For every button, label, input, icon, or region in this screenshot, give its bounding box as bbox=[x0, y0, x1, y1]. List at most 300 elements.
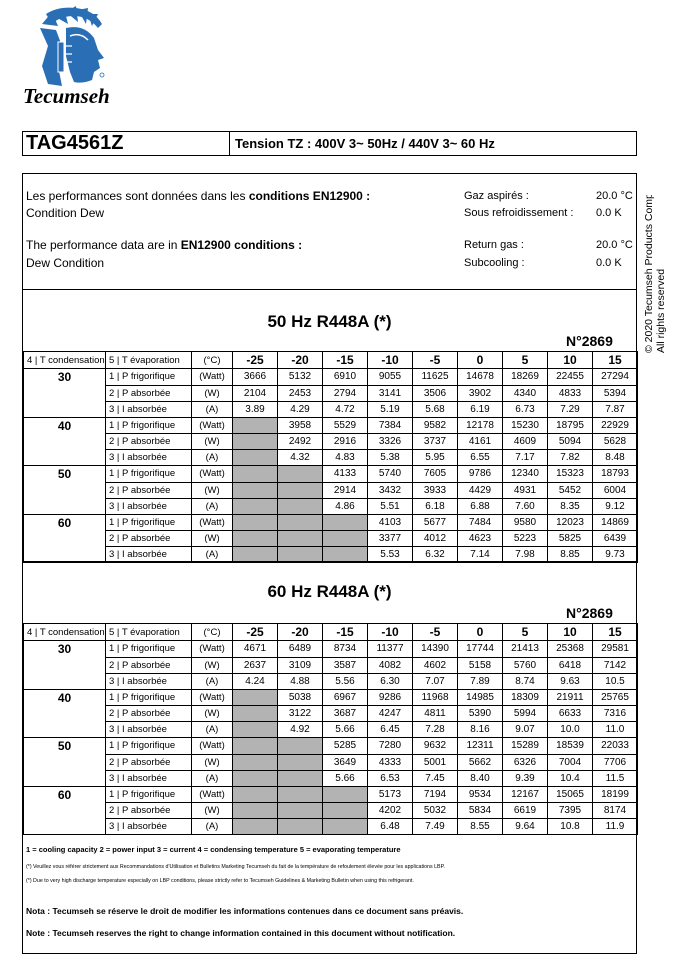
row-label: 2 | P absorbée bbox=[106, 531, 192, 547]
value-cell: 4931 bbox=[503, 482, 548, 498]
value-cell: 6.53 bbox=[368, 770, 413, 786]
empty-cell bbox=[233, 689, 278, 706]
value-cell: 9.73 bbox=[593, 547, 638, 563]
empty-cell bbox=[233, 706, 278, 722]
header-unit: (°C) bbox=[192, 352, 233, 369]
value-cell: 6633 bbox=[548, 706, 593, 722]
value-cell: 4.83 bbox=[323, 450, 368, 466]
table-row bbox=[24, 417, 638, 434]
section-50hz-title: 50 Hz R448A (*) bbox=[267, 312, 392, 331]
cond-temp-cell bbox=[24, 722, 106, 738]
value-cell: 3506 bbox=[413, 385, 458, 401]
value-cell: 29581 bbox=[593, 641, 638, 658]
value-cell: 12023 bbox=[548, 514, 593, 531]
value-cell: 6.48 bbox=[368, 819, 413, 835]
value-cell: 9.07 bbox=[503, 722, 548, 738]
value-cell: 5132 bbox=[278, 369, 323, 386]
row-label: 1 | P frigorifique bbox=[106, 641, 192, 658]
value-cell: 4.72 bbox=[323, 401, 368, 417]
table-row bbox=[24, 754, 638, 770]
value-cell: 2916 bbox=[323, 434, 368, 450]
table-row bbox=[24, 531, 638, 547]
value-cell: 27294 bbox=[593, 369, 638, 386]
row-unit: (Watt) bbox=[192, 514, 233, 531]
table-row bbox=[24, 450, 638, 466]
value-cell: 5.56 bbox=[323, 673, 368, 689]
value-cell: 4161 bbox=[458, 434, 503, 450]
value-cell: 9582 bbox=[413, 417, 458, 434]
value-cell: 6.45 bbox=[368, 722, 413, 738]
value-cell: 25368 bbox=[548, 641, 593, 658]
value-cell: 6910 bbox=[323, 369, 368, 386]
empty-cell bbox=[233, 819, 278, 835]
value-cell: 22455 bbox=[548, 369, 593, 386]
row-label: 3 | I absorbée bbox=[106, 770, 192, 786]
subcool-label: Subcooling : bbox=[464, 257, 525, 269]
row-unit: (W) bbox=[192, 803, 233, 819]
row-unit: (W) bbox=[192, 385, 233, 401]
nota-en: Note : Tecumseh reserves the right to change information contained in this document without notification. bbox=[26, 928, 456, 938]
value-cell: 5158 bbox=[458, 657, 503, 673]
value-cell: 4012 bbox=[413, 531, 458, 547]
value-cell: 4811 bbox=[413, 706, 458, 722]
footnote-en: (*) Due to very high discharge temperature especially on LBP conditions, please strictly refer to Tecumseh Guidelines & Marketing Bulletin when using this refrigerant. bbox=[26, 878, 414, 884]
value-cell: 6.88 bbox=[458, 498, 503, 514]
row-unit: (W) bbox=[192, 706, 233, 722]
value-cell: 3432 bbox=[368, 482, 413, 498]
value-cell: 12167 bbox=[503, 786, 548, 803]
row-label: 3 | I absorbée bbox=[106, 819, 192, 835]
value-cell: 2637 bbox=[233, 657, 278, 673]
row-unit: (Watt) bbox=[192, 689, 233, 706]
empty-cell bbox=[278, 482, 323, 498]
header-temp: 0 bbox=[458, 352, 503, 369]
empty-cell bbox=[233, 514, 278, 531]
model-separator bbox=[229, 131, 230, 156]
empty-cell bbox=[233, 531, 278, 547]
value-cell: 8.35 bbox=[548, 498, 593, 514]
value-cell: 5.66 bbox=[323, 722, 368, 738]
header-evap-label: 5 | T évaporation bbox=[106, 352, 192, 369]
header-temp: -25 bbox=[233, 352, 278, 369]
empty-cell bbox=[323, 514, 368, 531]
table-row bbox=[24, 803, 638, 819]
value-cell: 11625 bbox=[413, 369, 458, 386]
value-cell: 3933 bbox=[413, 482, 458, 498]
cond-temp-cell: 50 bbox=[24, 466, 106, 483]
value-cell: 4133 bbox=[323, 466, 368, 483]
nota-fr: Nota : Tecumseh se réserve le droit de modifier les informations contenues dans ce document sans préavis. bbox=[26, 906, 464, 916]
value-cell: 11968 bbox=[413, 689, 458, 706]
header-temp: 10 bbox=[548, 624, 593, 641]
empty-cell bbox=[278, 754, 323, 770]
value-cell: 15230 bbox=[503, 417, 548, 434]
empty-cell bbox=[278, 803, 323, 819]
value-cell: 12340 bbox=[503, 466, 548, 483]
cond-temp-cell bbox=[24, 498, 106, 514]
row-label: 2 | P absorbée bbox=[106, 434, 192, 450]
value-cell: 8.40 bbox=[458, 770, 503, 786]
conditions-en-bold: EN12900 conditions : bbox=[180, 238, 303, 252]
empty-cell bbox=[323, 803, 368, 819]
value-cell: 5452 bbox=[548, 482, 593, 498]
value-cell: 7.45 bbox=[413, 770, 458, 786]
row-label: 2 | P absorbée bbox=[106, 706, 192, 722]
model-tension: Tension TZ : 400V 3~ 50Hz / 440V 3~ 60 Hz bbox=[235, 136, 495, 151]
value-cell: 3377 bbox=[368, 531, 413, 547]
row-unit: (W) bbox=[192, 531, 233, 547]
section-50hz-number: N°2869 bbox=[566, 333, 613, 349]
row-unit: (A) bbox=[192, 547, 233, 563]
cond-temp-cell bbox=[24, 434, 106, 450]
value-cell: 14390 bbox=[413, 641, 458, 658]
row-unit: (W) bbox=[192, 754, 233, 770]
row-label: 1 | P frigorifique bbox=[106, 369, 192, 386]
value-cell: 2492 bbox=[278, 434, 323, 450]
header-temp: -20 bbox=[278, 352, 323, 369]
value-cell: 5.19 bbox=[368, 401, 413, 417]
value-cell: 9786 bbox=[458, 466, 503, 483]
value-cell: 21413 bbox=[503, 641, 548, 658]
value-cell: 7.28 bbox=[413, 722, 458, 738]
value-cell: 8.85 bbox=[548, 547, 593, 563]
value-cell: 5.66 bbox=[323, 770, 368, 786]
value-cell: 5.95 bbox=[413, 450, 458, 466]
value-cell: 3649 bbox=[323, 754, 368, 770]
row-unit: (Watt) bbox=[192, 738, 233, 755]
value-cell: 6418 bbox=[548, 657, 593, 673]
row-label: 3 | I absorbée bbox=[106, 547, 192, 563]
row-label: 3 | I absorbée bbox=[106, 673, 192, 689]
row-unit: (W) bbox=[192, 657, 233, 673]
header-temp: 0 bbox=[458, 624, 503, 641]
value-cell: 5.53 bbox=[368, 547, 413, 563]
return-label: Return gas : bbox=[464, 239, 524, 251]
value-cell: 4202 bbox=[368, 803, 413, 819]
row-label: 1 | P frigorifique bbox=[106, 417, 192, 434]
value-cell: 4103 bbox=[368, 514, 413, 531]
divider bbox=[22, 561, 637, 562]
cond-temp-cell: 40 bbox=[24, 689, 106, 706]
value-cell: 4.92 bbox=[278, 722, 323, 738]
value-cell: 4.32 bbox=[278, 450, 323, 466]
cond-temp-cell bbox=[24, 706, 106, 722]
value-cell: 3141 bbox=[368, 385, 413, 401]
table-row bbox=[24, 673, 638, 689]
sous-value: 0.0 K bbox=[596, 207, 622, 219]
value-cell: 6.18 bbox=[413, 498, 458, 514]
value-cell: 10.4 bbox=[548, 770, 593, 786]
value-cell: 7.49 bbox=[413, 819, 458, 835]
cond-temp-cell bbox=[24, 673, 106, 689]
header-temp: -15 bbox=[323, 624, 368, 641]
value-cell: 4429 bbox=[458, 482, 503, 498]
value-cell: 5994 bbox=[503, 706, 548, 722]
value-cell: 8.48 bbox=[593, 450, 638, 466]
table-row bbox=[24, 401, 638, 417]
row-label: 1 | P frigorifique bbox=[106, 689, 192, 706]
value-cell: 8.74 bbox=[503, 673, 548, 689]
value-cell: 7.89 bbox=[458, 673, 503, 689]
value-cell: 9.64 bbox=[503, 819, 548, 835]
value-cell: 3109 bbox=[278, 657, 323, 673]
value-cell: 3687 bbox=[323, 706, 368, 722]
value-cell: 7.07 bbox=[413, 673, 458, 689]
value-cell: 7.29 bbox=[548, 401, 593, 417]
value-cell: 6.19 bbox=[458, 401, 503, 417]
empty-cell bbox=[278, 514, 323, 531]
value-cell: 9534 bbox=[458, 786, 503, 803]
empty-cell bbox=[233, 466, 278, 483]
table-row bbox=[24, 657, 638, 673]
header-temp: -25 bbox=[233, 624, 278, 641]
row-unit: (W) bbox=[192, 482, 233, 498]
value-cell: 11.0 bbox=[593, 722, 638, 738]
copyright-line-1: © 2020 Tecumseh Products Company bbox=[643, 195, 655, 353]
row-unit: (Watt) bbox=[192, 417, 233, 434]
value-cell: 3587 bbox=[323, 657, 368, 673]
value-cell: 3.89 bbox=[233, 401, 278, 417]
value-cell: 9.39 bbox=[503, 770, 548, 786]
row-label: 2 | P absorbée bbox=[106, 657, 192, 673]
section-60hz-number: N°2869 bbox=[566, 605, 613, 621]
value-cell: 4609 bbox=[503, 434, 548, 450]
value-cell: 14869 bbox=[593, 514, 638, 531]
value-cell: 5.38 bbox=[368, 450, 413, 466]
header-temp: -5 bbox=[413, 624, 458, 641]
row-label: 2 | P absorbée bbox=[106, 754, 192, 770]
row-unit: (Watt) bbox=[192, 641, 233, 658]
value-cell: 2914 bbox=[323, 482, 368, 498]
value-cell: 15289 bbox=[503, 738, 548, 755]
value-cell: 5834 bbox=[458, 803, 503, 819]
empty-cell bbox=[233, 482, 278, 498]
cond-temp-cell bbox=[24, 754, 106, 770]
value-cell: 4833 bbox=[548, 385, 593, 401]
cond-temp-cell bbox=[24, 482, 106, 498]
header-temp: 5 bbox=[503, 624, 548, 641]
value-cell: 8.16 bbox=[458, 722, 503, 738]
value-cell: 7280 bbox=[368, 738, 413, 755]
value-cell: 15065 bbox=[548, 786, 593, 803]
value-cell: 4082 bbox=[368, 657, 413, 673]
cond-temp-cell: 40 bbox=[24, 417, 106, 434]
value-cell: 6004 bbox=[593, 482, 638, 498]
header-cond-label: 4 | T condensation bbox=[24, 352, 106, 369]
value-cell: 6.73 bbox=[503, 401, 548, 417]
value-cell: 18269 bbox=[503, 369, 548, 386]
value-cell: 4.24 bbox=[233, 673, 278, 689]
value-cell: 7395 bbox=[548, 803, 593, 819]
cond-temp-cell: 30 bbox=[24, 641, 106, 658]
subcool-value: 0.0 K bbox=[596, 257, 622, 269]
empty-cell bbox=[233, 450, 278, 466]
indian-head-emblem-icon bbox=[18, 6, 128, 106]
gaz-value: 20.0 °C bbox=[596, 190, 633, 202]
value-cell: 8174 bbox=[593, 803, 638, 819]
value-cell: 7484 bbox=[458, 514, 503, 531]
table-header-row bbox=[24, 624, 638, 641]
cond-temp-cell: 50 bbox=[24, 738, 106, 755]
value-cell: 5677 bbox=[413, 514, 458, 531]
value-cell: 5173 bbox=[368, 786, 413, 803]
value-cell: 8.55 bbox=[458, 819, 503, 835]
value-cell: 11.5 bbox=[593, 770, 638, 786]
value-cell: 4602 bbox=[413, 657, 458, 673]
section-60hz-title: 60 Hz R448A (*) bbox=[267, 582, 392, 601]
value-cell: 14678 bbox=[458, 369, 503, 386]
value-cell: 4247 bbox=[368, 706, 413, 722]
value-cell: 5094 bbox=[548, 434, 593, 450]
row-label: 2 | P absorbée bbox=[106, 803, 192, 819]
value-cell: 7194 bbox=[413, 786, 458, 803]
value-cell: 7605 bbox=[413, 466, 458, 483]
value-cell: 5.68 bbox=[413, 401, 458, 417]
divider bbox=[22, 289, 637, 290]
table-row bbox=[24, 514, 638, 531]
value-cell: 4333 bbox=[368, 754, 413, 770]
value-cell: 10.0 bbox=[548, 722, 593, 738]
value-cell: 5825 bbox=[548, 531, 593, 547]
row-unit: (A) bbox=[192, 450, 233, 466]
value-cell: 5223 bbox=[503, 531, 548, 547]
cond-temp-cell bbox=[24, 401, 106, 417]
value-cell: 3902 bbox=[458, 385, 503, 401]
return-value: 20.0 °C bbox=[596, 239, 633, 251]
table-row bbox=[24, 722, 638, 738]
value-cell: 6967 bbox=[323, 689, 368, 706]
value-cell: 5390 bbox=[458, 706, 503, 722]
conditions-en-dew: Dew Condition bbox=[26, 256, 105, 270]
value-cell: 14985 bbox=[458, 689, 503, 706]
value-cell: 6.30 bbox=[368, 673, 413, 689]
header-evap-label: 5 | T évaporation bbox=[106, 624, 192, 641]
empty-cell bbox=[323, 786, 368, 803]
table-row bbox=[24, 706, 638, 722]
value-cell: 3122 bbox=[278, 706, 323, 722]
header-temp: 15 bbox=[593, 352, 638, 369]
logo-wordmark: Tecumseh bbox=[23, 84, 110, 106]
table-60hz bbox=[23, 623, 638, 835]
row-label: 3 | I absorbée bbox=[106, 498, 192, 514]
value-cell: 9.63 bbox=[548, 673, 593, 689]
row-unit: (A) bbox=[192, 498, 233, 514]
empty-cell bbox=[278, 531, 323, 547]
row-unit: (Watt) bbox=[192, 786, 233, 803]
copyright-block bbox=[638, 195, 680, 355]
value-cell: 18539 bbox=[548, 738, 593, 755]
value-cell: 12311 bbox=[458, 738, 503, 755]
value-cell: 7004 bbox=[548, 754, 593, 770]
header-temp: 10 bbox=[548, 352, 593, 369]
value-cell: 2453 bbox=[278, 385, 323, 401]
row-unit: (W) bbox=[192, 434, 233, 450]
empty-cell bbox=[233, 722, 278, 738]
cond-temp-cell bbox=[24, 657, 106, 673]
table-row bbox=[24, 385, 638, 401]
conditions-en-intro: The performance data are in bbox=[26, 238, 181, 252]
value-cell: 22033 bbox=[593, 738, 638, 755]
tecumseh-logo bbox=[18, 6, 128, 106]
value-cell: 18795 bbox=[548, 417, 593, 434]
header-temp: -5 bbox=[413, 352, 458, 369]
cond-temp-cell bbox=[24, 531, 106, 547]
value-cell: 7.17 bbox=[503, 450, 548, 466]
empty-cell bbox=[278, 786, 323, 803]
value-cell: 7384 bbox=[368, 417, 413, 434]
value-cell: 6489 bbox=[278, 641, 323, 658]
empty-cell bbox=[323, 531, 368, 547]
header-unit: (°C) bbox=[192, 624, 233, 641]
header-temp: 15 bbox=[593, 624, 638, 641]
table-row bbox=[24, 641, 638, 658]
value-cell: 5.51 bbox=[368, 498, 413, 514]
cond-temp-cell: 60 bbox=[24, 514, 106, 531]
row-unit: (Watt) bbox=[192, 466, 233, 483]
value-cell: 5628 bbox=[593, 434, 638, 450]
main-box bbox=[22, 173, 637, 954]
row-label: 1 | P frigorifique bbox=[106, 514, 192, 531]
empty-cell bbox=[233, 786, 278, 803]
cond-temp-cell bbox=[24, 385, 106, 401]
value-cell: 15323 bbox=[548, 466, 593, 483]
cond-temp-cell bbox=[24, 819, 106, 835]
cond-temp-cell: 60 bbox=[24, 786, 106, 803]
value-cell: 7706 bbox=[593, 754, 638, 770]
value-cell: 6.55 bbox=[458, 450, 503, 466]
value-cell: 9632 bbox=[413, 738, 458, 755]
header-temp: -20 bbox=[278, 624, 323, 641]
row-label: 2 | P absorbée bbox=[106, 482, 192, 498]
value-cell: 3737 bbox=[413, 434, 458, 450]
empty-cell bbox=[278, 819, 323, 835]
value-cell: 5001 bbox=[413, 754, 458, 770]
conditions-en-line bbox=[26, 238, 302, 252]
value-cell: 4340 bbox=[503, 385, 548, 401]
table-row bbox=[24, 689, 638, 706]
table-50hz bbox=[23, 351, 638, 563]
row-unit: (A) bbox=[192, 770, 233, 786]
footnote-fr: (*) Veuillez vous référer strictement aux Recommandations d'Utilisation et Bulletins Marketing Tecumseh du fait de la température de refoulement élevée pour les applications LBP. bbox=[26, 864, 445, 870]
cond-temp-cell bbox=[24, 450, 106, 466]
row-label: 1 | P frigorifique bbox=[106, 786, 192, 803]
value-cell: 4671 bbox=[233, 641, 278, 658]
empty-cell bbox=[233, 498, 278, 514]
value-cell: 6.32 bbox=[413, 547, 458, 563]
cond-temp-cell bbox=[24, 770, 106, 786]
value-cell: 8734 bbox=[323, 641, 368, 658]
value-cell: 18309 bbox=[503, 689, 548, 706]
value-cell: 5394 bbox=[593, 385, 638, 401]
cond-temp-cell bbox=[24, 803, 106, 819]
row-unit: (A) bbox=[192, 401, 233, 417]
value-cell: 25765 bbox=[593, 689, 638, 706]
legend-text: 1 = cooling capacity 2 = power input 3 = current 4 = condensing temperature 5 = evaporating temperature bbox=[26, 845, 401, 854]
table-row bbox=[24, 786, 638, 803]
table-row bbox=[24, 434, 638, 450]
value-cell: 22929 bbox=[593, 417, 638, 434]
value-cell: 5038 bbox=[278, 689, 323, 706]
table-row bbox=[24, 738, 638, 755]
value-cell: 7316 bbox=[593, 706, 638, 722]
table-row bbox=[24, 819, 638, 835]
value-cell: 2104 bbox=[233, 385, 278, 401]
table-header-row bbox=[24, 352, 638, 369]
cond-temp-cell: 30 bbox=[24, 369, 106, 386]
value-cell: 5740 bbox=[368, 466, 413, 483]
value-cell: 4.29 bbox=[278, 401, 323, 417]
value-cell: 3326 bbox=[368, 434, 413, 450]
